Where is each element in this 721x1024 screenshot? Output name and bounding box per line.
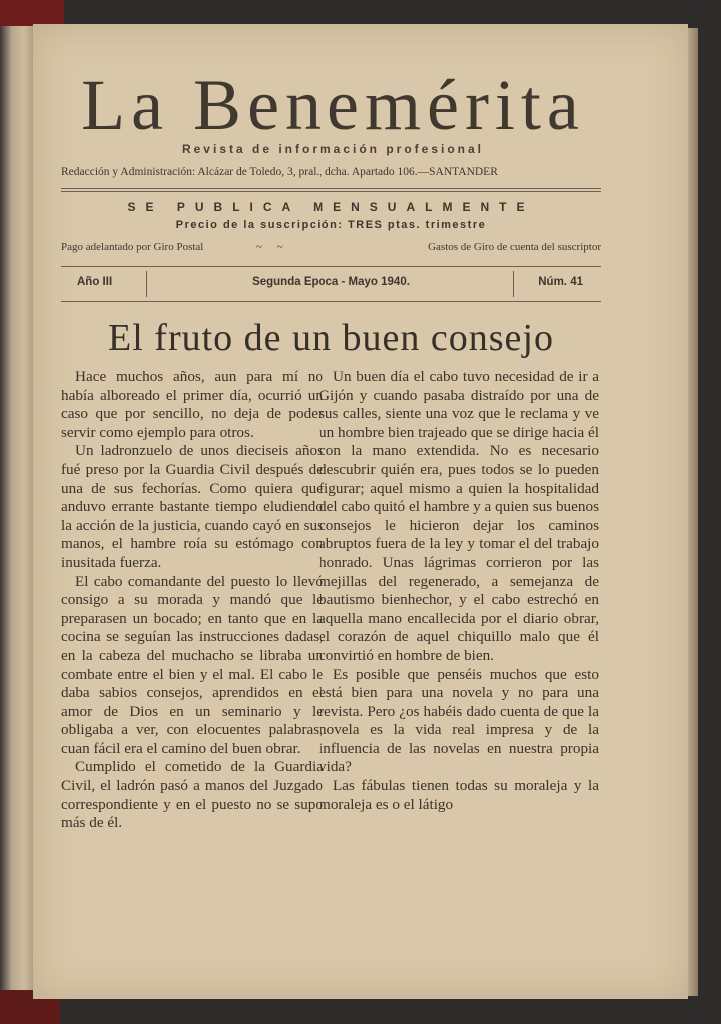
infobar-divider: [513, 271, 514, 297]
magazine-subtitle: Revista de información profesional: [181, 142, 485, 156]
issue-number: Núm. 41: [538, 276, 583, 288]
paragraph: Es posible que penséis muchos que esto está bien para una novela y no para una revista. Pero ¿os habéis dado cuenta de que la novela es la vida real impresa y de la influencia de las novelas en nuestra propia vida?: [319, 665, 599, 776]
issue-edition-date: Segunda Epoca - Mayo 1940.: [252, 276, 410, 288]
paragraph: El cabo comandante del puesto lo llevó consigo a su morada y mandó que le preparasen un bocado; en tanto que en la cocina se seguían las instrucciones dadas, en la cabeza del muchacho se libraba un combate entre el bien y el mal. El cabo le daba sabios consejos, aprendidos en el amor de Dios en un seminario y le obligaba a ver, con elocuentes palabras, cuan fácil era el camino del buen obrar.: [61, 572, 323, 757]
paragraph: Las fábulas tienen todas su moraleja y la moraleja es o el látigo: [319, 777, 599, 813]
issue-info-bar: [61, 266, 601, 302]
header-rule: [61, 191, 601, 192]
paragraph: Un ladronzuelo de unos dieciseis años fué preso por la Guardia Civil después de una de sus fechorías. Como quiera que anduvo errante bastante tiempo eludiendo la acción de la justicia, cuando cayó en sus manos, el hambre roía su estómago con inusitada fuerza.: [61, 442, 323, 571]
publication-frequency: SE PUBLICA MENSUALMENTE: [127, 200, 535, 214]
paragraph: Cumplido el cometido de la Guardia Civil, el ladrón pasó a manos del Juzgado correspondiente y en el puesto no se supo más de él.: [61, 758, 323, 832]
header-rule: [61, 188, 601, 189]
magazine-page: [33, 24, 688, 999]
subscription-price: Precio de la suscripción: TRES ptas. trimestre: [175, 219, 487, 231]
payment-method: Pago adelantado por Giro Postal: [61, 241, 204, 253]
editorial-address: Redacción y Administración: Alcázar de Toledo, 3, pral., dcha. Apartado 106.—SANTANDER: [61, 166, 498, 178]
paragraph: Un buen día el cabo tuvo necesidad de ir a Gijón y cuando pasaba distraído por una de sus calles, siente una voz que le reclama y ve un hombre bien trajeado que se dirige hacia él con la mano extendida. No es necesario descubrir quién era, pues todos se lo pueden figurar; aquel mismo a quien la hospitalidad del cabo quitó el hambre y a quien sus buenos consejos le hicieron dejar los caminos abruptos fuera de la ley y tomar el del trabajo honrado. Unas lágrimas corrieron por las mejillas del regenerado, a semejanza de bautismo bienhechor, y el cabo estrechó en aquella mano encallecida por el diario obrar, el corazón de aquel chiquillo malo que él convirtió en hombre de bien.: [319, 368, 600, 664]
article-headline: El fruto de un buen consejo: [108, 317, 554, 359]
article-column-right: [319, 368, 599, 814]
payment-ornament: ~ ~: [256, 241, 289, 253]
page-edge: [688, 28, 698, 996]
magazine-title: La Benemérita: [81, 65, 585, 145]
issue-year: Año III: [77, 276, 113, 288]
payment-fees: Gastos de Giro de cuenta del suscriptor: [428, 241, 601, 253]
binding-top-band: [0, 0, 64, 26]
paragraph: Hace muchos años, aun para mí no había alboreado el primer día, ocurrió un caso que por sencillo, no deja de poder servir como ejemplo para otros.: [61, 368, 323, 441]
article-column-left: [61, 368, 323, 833]
